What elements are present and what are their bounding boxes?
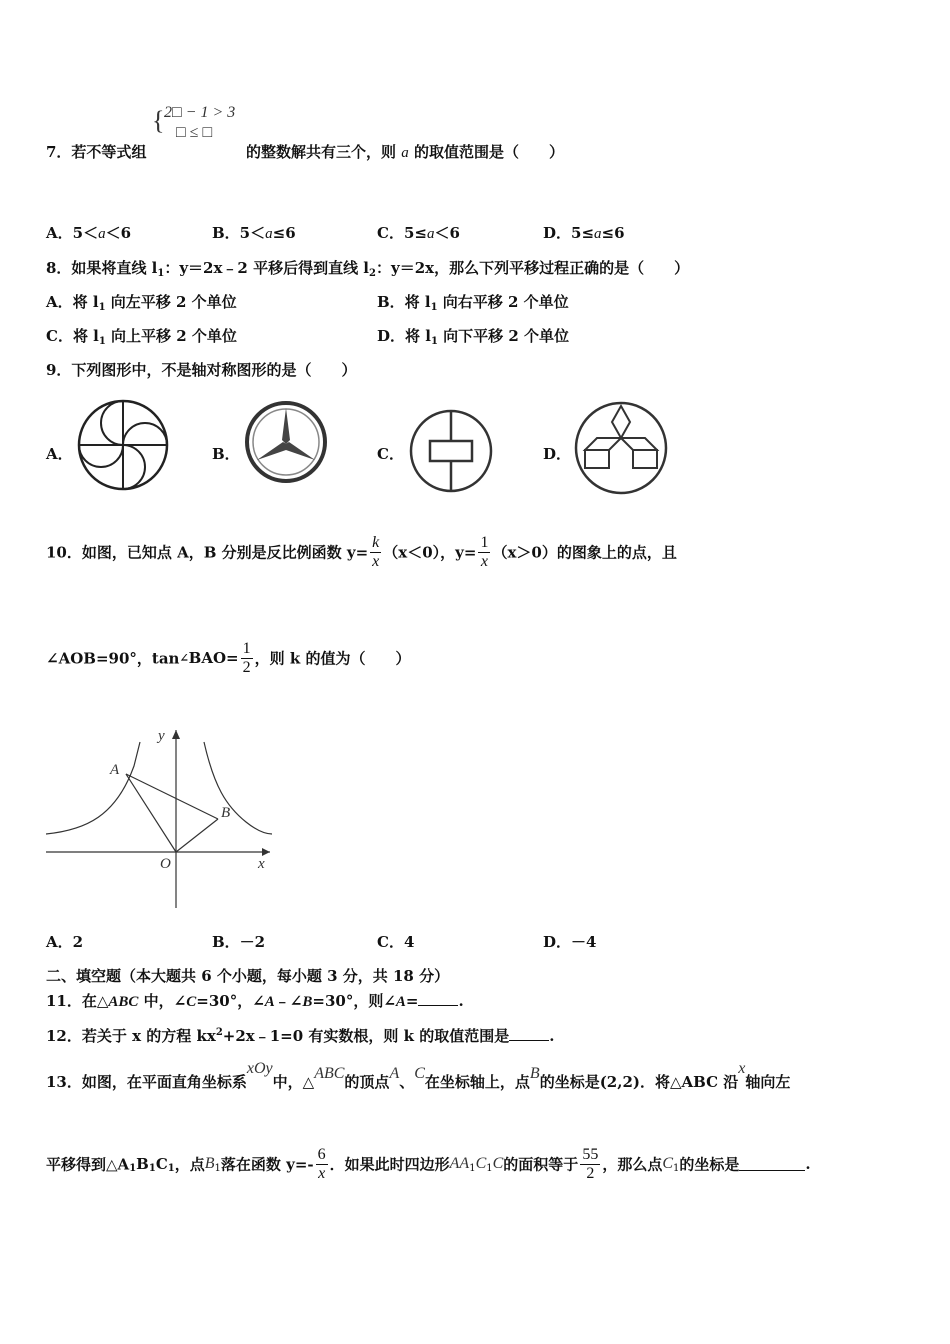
fraction-1-over-x: $\frac{1}{x}$ xyxy=(480,534,489,570)
q10-option-a[interactable]: A．2 xyxy=(46,933,84,951)
q7-option-d[interactable]: D．5≤a≤6 xyxy=(543,224,625,242)
q8-option-d[interactable]: D．将 $l_1$ 向下平移 2 个单位 xyxy=(377,327,570,347)
q8-option-b[interactable]: B．将 $l_1$ 向右平移 2 个单位 xyxy=(377,293,569,313)
three-diamonds-figure xyxy=(573,400,669,496)
fraction-k-over-x: $\frac{k}{x}$ xyxy=(372,534,380,570)
pinwheel-figure xyxy=(76,398,170,492)
fraction-55-over-2: $\frac{55}{2}$ xyxy=(582,1146,599,1182)
three-pointed-star-figure xyxy=(244,400,328,484)
question-7-tail: 的整数解共有三个，则 a 的取值范围是（ ） xyxy=(246,143,564,161)
q9-option-b-label[interactable]: B． xyxy=(212,445,240,463)
answer-blank-11[interactable] xyxy=(418,993,458,1006)
question-12: 12．若关于 x 的方程 $kx^2+2x﹣1=0$ 有实数根，则 k 的取值范围是 . xyxy=(46,1027,555,1045)
graph-label-y: y xyxy=(158,728,165,744)
question-13-line2: 平移得到$\triangle A_1B_1C_1$，点$B_1$落在函数 y=- $\frac{6}{x}$ ．如果此时四边形$AA_1C_1C$的面积等于 $\frac{55}{2}$ ，那么点$C_1$的坐标是 . xyxy=(46,1146,811,1182)
q9-option-d-label[interactable]: D． xyxy=(543,445,572,463)
q9-option-a-label[interactable]: A． xyxy=(46,445,73,463)
graph-label-O: O xyxy=(160,856,171,872)
q10-coordinate-graph xyxy=(46,726,276,908)
q7-option-c[interactable]: C．5≤a＜6 xyxy=(377,224,460,242)
question-13: 13．如图，在平面直角坐标系xOy中，△ABC的顶点A、C在坐标轴上，点B的坐标是(2,2)．将△ABC 沿x轴向左 xyxy=(46,1060,791,1091)
graph-label-x: x xyxy=(258,856,265,872)
q8-option-c[interactable]: C．将 $l_1$ 向上平移 2 个单位 xyxy=(46,327,237,347)
q10-option-d[interactable]: D．－4 xyxy=(543,933,597,951)
answer-blank-13[interactable] xyxy=(739,1158,805,1171)
section-2-heading: 二、填空题（本大题共 6 个小题，每小题 3 分，共 18 分） xyxy=(46,967,450,985)
q7-option-b[interactable]: B．5＜a≤6 xyxy=(212,224,296,242)
q10-option-b[interactable]: B．－2 xyxy=(212,933,266,951)
question-7: 7．若不等式组 xyxy=(46,143,147,161)
answer-blank-12[interactable] xyxy=(509,1028,549,1041)
question-10-line2: ∠AOB=90°，tan∠BAO= $\frac{1}{2}$ ，则 k 的值为（ ） xyxy=(46,640,411,676)
question-8: 8．如果将直线 $l_1$：y＝2x﹣2 平移后得到直线 $l_2$：y＝2x，那么下列平移过程正确的是（ ） xyxy=(46,259,690,279)
rectangle-in-circle-figure xyxy=(408,408,494,494)
question-9: 9．下列图形中，不是轴对称图形的是（ ） xyxy=(46,361,357,379)
question-10: 10．如图，已知点 A，B 分别是反比例函数 y= $\frac{k}{x}$ （x＜0），y= $\frac{1}{x}$ （x＞0）的图象上的点，且 xyxy=(46,534,677,570)
q9-option-c-label[interactable]: C． xyxy=(377,445,404,463)
q8-option-a[interactable]: A．将 $l_1$ 向左平移 2 个单位 xyxy=(46,293,237,313)
graph-label-A: A xyxy=(110,762,120,778)
graph-label-B: B xyxy=(221,805,231,821)
question-11: 11．在△ABC 中，∠C=30°，∠A﹣∠B=30°，则∠A= . xyxy=(46,992,464,1010)
fraction-1-over-2: $\frac{1}{2}$ xyxy=(242,640,251,676)
q7-option-a[interactable]: A．5＜a＜6 xyxy=(46,224,132,242)
q10-option-c[interactable]: C．4 xyxy=(377,933,415,951)
fraction-6-over-x: $\frac{6}{x}$ xyxy=(317,1146,326,1182)
